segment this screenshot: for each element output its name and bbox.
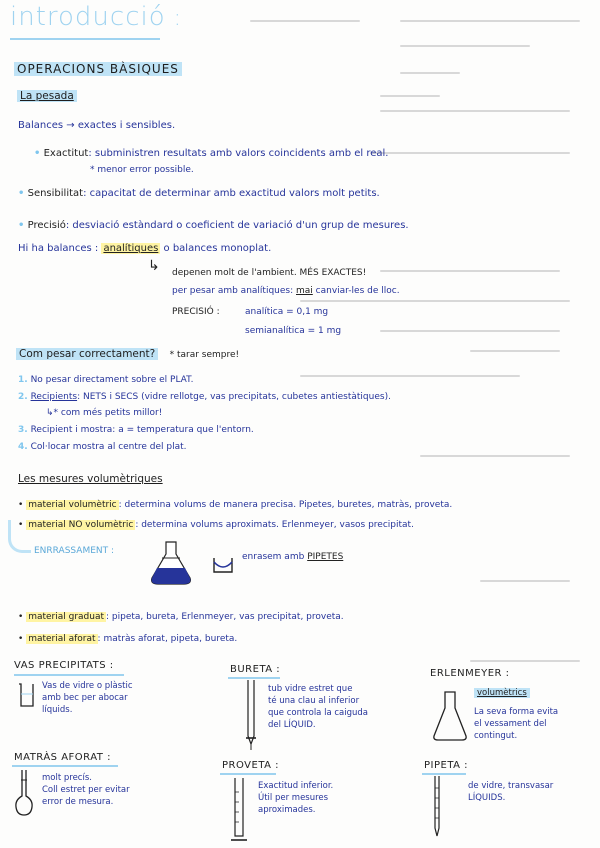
erlenmeyer-description: La seva forma evita el vessament del contingut. (474, 707, 559, 741)
vas-title: VAS PRECIPITATS : (14, 660, 114, 671)
bureta-underline (228, 677, 280, 679)
analitica-value: analítica = 0,1 mg (245, 307, 329, 317)
flask-meniscus-icon (148, 540, 198, 586)
proveta-title: PROVETA : (222, 760, 280, 771)
burette-icon (244, 680, 258, 750)
bracket-decoration (8, 520, 31, 553)
matras-underline (12, 765, 118, 767)
page-title: introducció : (10, 2, 183, 32)
bureta-title: BURETA : (230, 664, 281, 675)
semianalitica-value: semianalítica = 1 mg (245, 326, 342, 336)
pipette-icon (432, 776, 442, 838)
pesar-item-3: 3. Recipient i mostra: a = temperatura que l'entorn. (18, 425, 254, 435)
material-volumetric-item: • material volumètric : determina volums de manera precisa. Pipetes, buretes, matràs, proveta. (18, 500, 453, 510)
pipeta-underline (422, 773, 466, 775)
beaker-icon (18, 682, 36, 708)
erlenmeyer-title: ERLENMEYER : (430, 668, 510, 679)
volumetric-flask-icon (14, 770, 34, 816)
bureta-description: tub vidre estret que té una clau al inferior que controla la caiguda del LÍQUID. (268, 684, 368, 730)
arrow-icon: ↳ (148, 258, 160, 274)
material-graduat-item: • material graduat : pipeta, bureta, Erlenmeyer, vas precipitat, proveta. (18, 612, 344, 622)
erlenmeyer-highlight: volumètrics (474, 688, 530, 698)
matras-description: molt precís. Coll estret per evitar error de mesura. (42, 773, 130, 807)
pipeta-title: PIPETA : (424, 760, 469, 771)
pesar-item-2: 2. Recipients: NETS i SECS (vidre rellotge, vas precipitats, cubetes antiestàtiques). (18, 392, 391, 402)
sensibilitat-item: • Sensibilitat: capacitat de determinar amb exactitud valors molt petits. (18, 188, 380, 199)
pesar-item-2-note: ↳* com més petits millor! (46, 408, 163, 418)
balances-line: Balances → exactes i sensibles. (18, 120, 176, 131)
enrasem-line: enrasem amb PIPETES (242, 552, 344, 562)
exactitud-note: * menor error possible. (90, 165, 194, 175)
depenen-line: depenen molt de l'ambient. MÉS EXACTES! (172, 268, 367, 278)
pesar-item-4: 4. Col·locar mostra al centre del plat. (18, 442, 187, 452)
section-heading-operacions: OPERACIONS BÀSIQUES (14, 62, 182, 76)
precisio-item: • Precisió: desviació estàndard o coeficient de variació d'un grup de mesures. (18, 220, 409, 231)
meniscus-icon (212, 556, 234, 574)
enrassament-label: ENRRASSAMENT : (34, 546, 115, 556)
exactitud-item: • Exactitut: subministren resultats amb valors coincidents amb el real. (34, 148, 389, 159)
material-no-volumetric-item: • material NO volumètric : determina volums aproximats. Erlenmeyer, vasos precipitat. (18, 520, 414, 530)
section-heading-mesures: Les mesures volumètriques (18, 473, 163, 485)
title-underline (10, 38, 160, 40)
pesar-item-1: 1. No pesar directament sobre el PLAT. (18, 375, 194, 385)
per-pesar-line: per pesar amb analítiques: mai canviar-les de lloc. (172, 286, 400, 296)
graduated-cylinder-icon (230, 778, 248, 844)
precisio-caps: PRECISIÓ : (172, 307, 220, 317)
proveta-description: Exactitud inferior. Útil per mesures aproximades. (258, 781, 334, 815)
pipeta-description: de vidre, transvasar LÍQUIDS. (468, 781, 554, 803)
matras-title: MATRÀS AFORAT : (14, 752, 111, 763)
erlenmeyer-icon (432, 690, 468, 742)
section-heading-com-pesar: Com pesar correctament? * tarar sempre! (16, 348, 239, 360)
vas-description: Vas de vidre o plàstic amb bec per abocar líquids. (42, 681, 133, 715)
vas-underline (14, 674, 124, 676)
proveta-underline (220, 773, 276, 775)
material-aforat-item: • material aforat : matràs aforat, pipeta, bureta. (18, 634, 238, 644)
subheading-pesada: La pesada (17, 90, 77, 102)
hi-ha-balances: Hi ha balances : analítiques o balances monoplat. (18, 243, 272, 254)
